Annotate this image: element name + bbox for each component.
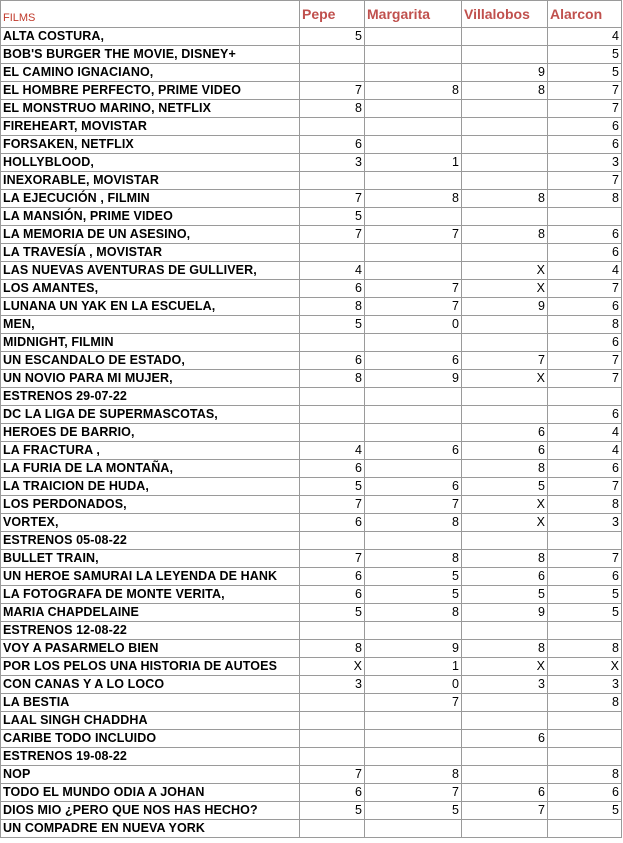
table-row: [1, 712, 622, 730]
score-cell[interactable]: 8: [462, 550, 548, 568]
score-cell[interactable]: 3: [300, 676, 365, 694]
score-cell[interactable]: 5: [300, 478, 365, 496]
score-cell[interactable]: 8: [365, 82, 462, 100]
score-cell[interactable]: 6: [462, 442, 548, 460]
score-cell[interactable]: 6: [462, 424, 548, 442]
score-cell[interactable]: [548, 388, 622, 406]
score-cell[interactable]: [462, 154, 548, 172]
table-row: [1, 568, 622, 586]
score-cell[interactable]: [300, 64, 365, 82]
score-cell[interactable]: 5: [462, 478, 548, 496]
score-cell[interactable]: 6: [548, 568, 622, 586]
score-cell[interactable]: 8: [548, 316, 622, 334]
score-cell[interactable]: 5: [300, 604, 365, 622]
score-cell[interactable]: 6: [548, 334, 622, 352]
score-cell[interactable]: 5: [365, 802, 462, 820]
table-row: [1, 388, 622, 406]
film-title-cell[interactable]: ESTRENOS 12-08-22: [1, 622, 300, 640]
table-row: [1, 208, 622, 226]
score-cell[interactable]: 6: [548, 226, 622, 244]
score-cell[interactable]: [365, 820, 462, 838]
film-title-cell[interactable]: LA FURIA DE LA MONTAÑA,: [1, 460, 300, 478]
score-cell[interactable]: [365, 334, 462, 352]
score-cell[interactable]: 6: [462, 730, 548, 748]
score-cell[interactable]: [462, 136, 548, 154]
score-cell[interactable]: 9: [462, 64, 548, 82]
score-cell[interactable]: [365, 64, 462, 82]
score-cell[interactable]: [462, 748, 548, 766]
film-title-cell[interactable]: TODO EL MUNDO ODIA A JOHAN: [1, 784, 300, 802]
score-cell[interactable]: [300, 424, 365, 442]
table-row: [1, 262, 622, 280]
score-cell[interactable]: 8: [548, 190, 622, 208]
score-cell[interactable]: 6: [462, 784, 548, 802]
score-cell[interactable]: 6: [548, 244, 622, 262]
score-cell[interactable]: 1: [365, 154, 462, 172]
table-row: [1, 406, 622, 424]
table-row: [1, 190, 622, 208]
score-cell[interactable]: 8: [462, 640, 548, 658]
table-row: [1, 640, 622, 658]
score-cell[interactable]: [300, 730, 365, 748]
table-row: [1, 820, 622, 838]
score-cell[interactable]: 6: [300, 352, 365, 370]
film-title-cell[interactable]: LA TRAICION DE HUDA,: [1, 478, 300, 496]
score-cell[interactable]: 5: [548, 802, 622, 820]
score-cell[interactable]: 9: [365, 370, 462, 388]
table-row: [1, 118, 622, 136]
score-cell[interactable]: 8: [365, 190, 462, 208]
table-row: [1, 460, 622, 478]
score-cell[interactable]: [462, 46, 548, 64]
table-row: [1, 748, 622, 766]
score-cell[interactable]: 8: [300, 370, 365, 388]
score-cell[interactable]: [300, 748, 365, 766]
score-cell[interactable]: 8: [548, 640, 622, 658]
score-cell[interactable]: [300, 388, 365, 406]
score-cell[interactable]: [300, 118, 365, 136]
score-cell[interactable]: [462, 118, 548, 136]
film-title-cell[interactable]: LA FOTOGRAFA DE MONTE VERITA,: [1, 586, 300, 604]
score-cell[interactable]: 6: [548, 136, 622, 154]
film-title-cell[interactable]: INEXORABLE, MOVISTAR: [1, 172, 300, 190]
film-title-cell[interactable]: EL MONSTRUO MARINO, NETFLIX: [1, 100, 300, 118]
table-row: [1, 370, 622, 388]
villalobos-column-header[interactable]: Villalobos: [462, 1, 548, 28]
score-cell[interactable]: 3: [300, 154, 365, 172]
score-cell[interactable]: 3: [548, 676, 622, 694]
score-cell[interactable]: [365, 118, 462, 136]
score-cell[interactable]: 6: [300, 460, 365, 478]
score-cell[interactable]: X: [300, 658, 365, 676]
score-cell[interactable]: [300, 406, 365, 424]
table-row: [1, 136, 622, 154]
table-row: [1, 802, 622, 820]
score-cell[interactable]: 6: [548, 460, 622, 478]
film-title-cell[interactable]: FIREHEART, MOVISTAR: [1, 118, 300, 136]
score-cell[interactable]: [548, 208, 622, 226]
table-row: [1, 46, 622, 64]
score-cell[interactable]: 8: [300, 100, 365, 118]
score-cell[interactable]: [462, 712, 548, 730]
film-title-cell[interactable]: LA TRAVESÍA , MOVISTAR: [1, 244, 300, 262]
score-cell[interactable]: 7: [548, 82, 622, 100]
score-cell[interactable]: 8: [462, 226, 548, 244]
score-cell[interactable]: 7: [300, 226, 365, 244]
score-cell[interactable]: [462, 334, 548, 352]
film-title-cell[interactable]: LA BESTIA: [1, 694, 300, 712]
score-cell[interactable]: [548, 730, 622, 748]
score-cell[interactable]: 4: [548, 442, 622, 460]
score-cell[interactable]: 7: [365, 280, 462, 298]
film-title-cell[interactable]: ESTRENOS 19-08-22: [1, 748, 300, 766]
film-title-cell[interactable]: LA EJECUCIÓN , FILMIN: [1, 190, 300, 208]
score-cell[interactable]: 4: [548, 28, 622, 46]
score-cell[interactable]: [300, 820, 365, 838]
score-cell[interactable]: 3: [548, 514, 622, 532]
score-cell[interactable]: 4: [300, 442, 365, 460]
score-cell[interactable]: [548, 622, 622, 640]
score-cell[interactable]: 6: [548, 784, 622, 802]
score-cell[interactable]: [462, 622, 548, 640]
film-title-cell[interactable]: FORSAKEN, NETFLIX: [1, 136, 300, 154]
score-cell[interactable]: 8: [300, 298, 365, 316]
score-cell[interactable]: [462, 100, 548, 118]
score-cell[interactable]: [462, 766, 548, 784]
film-title-cell[interactable]: DC LA LIGA DE SUPERMASCOTAS,: [1, 406, 300, 424]
score-cell[interactable]: [300, 334, 365, 352]
score-cell[interactable]: 6: [300, 568, 365, 586]
table-row: [1, 514, 622, 532]
film-title-cell[interactable]: ALTA COSTURA,: [1, 28, 300, 46]
table-row: [1, 172, 622, 190]
score-cell[interactable]: X: [462, 370, 548, 388]
table-row: [1, 622, 622, 640]
films-column-header[interactable]: FILMS: [1, 1, 300, 28]
score-cell[interactable]: X: [462, 496, 548, 514]
table-row: [1, 730, 622, 748]
score-cell[interactable]: 6: [548, 118, 622, 136]
score-cell[interactable]: 5: [462, 586, 548, 604]
film-title-cell[interactable]: LAS NUEVAS AVENTURAS DE GULLIVER,: [1, 262, 300, 280]
score-cell[interactable]: [365, 46, 462, 64]
score-cell[interactable]: 7: [300, 550, 365, 568]
score-cell[interactable]: [365, 244, 462, 262]
film-title-cell[interactable]: MARIA CHAPDELAINE: [1, 604, 300, 622]
table-row: [1, 586, 622, 604]
score-cell[interactable]: [300, 172, 365, 190]
score-cell[interactable]: 5: [365, 586, 462, 604]
score-cell[interactable]: 8: [548, 694, 622, 712]
film-title-cell[interactable]: VOY A PASARMELO BIEN: [1, 640, 300, 658]
table-row: [1, 28, 622, 46]
score-cell[interactable]: 6: [548, 298, 622, 316]
score-cell[interactable]: 6: [548, 406, 622, 424]
score-cell[interactable]: X: [462, 280, 548, 298]
score-cell[interactable]: [462, 388, 548, 406]
score-cell[interactable]: [365, 748, 462, 766]
film-title-cell[interactable]: ESTRENOS 29-07-22: [1, 388, 300, 406]
score-cell[interactable]: [548, 532, 622, 550]
score-cell[interactable]: [548, 748, 622, 766]
film-title-cell[interactable]: LOS PERDONADOS,: [1, 496, 300, 514]
film-title-cell[interactable]: DIOS MIO ¿PERO QUE NOS HAS HECHO?: [1, 802, 300, 820]
score-cell[interactable]: 6: [300, 136, 365, 154]
score-cell[interactable]: 5: [300, 316, 365, 334]
score-cell[interactable]: 6: [365, 352, 462, 370]
film-title-cell[interactable]: BULLET TRAIN,: [1, 550, 300, 568]
table-row: [1, 784, 622, 802]
score-cell[interactable]: [462, 316, 548, 334]
table-row: [1, 766, 622, 784]
score-cell[interactable]: 6: [462, 568, 548, 586]
score-cell[interactable]: 5: [300, 802, 365, 820]
table-row: [1, 100, 622, 118]
film-title-cell[interactable]: MIDNIGHT, FILMIN: [1, 334, 300, 352]
score-cell[interactable]: [365, 262, 462, 280]
score-cell[interactable]: 4: [300, 262, 365, 280]
score-cell[interactable]: [365, 172, 462, 190]
score-cell[interactable]: 5: [548, 604, 622, 622]
score-cell[interactable]: X: [462, 514, 548, 532]
score-cell[interactable]: 6: [300, 280, 365, 298]
score-cell[interactable]: 8: [365, 514, 462, 532]
score-cell[interactable]: 7: [365, 226, 462, 244]
score-cell[interactable]: [365, 28, 462, 46]
score-cell[interactable]: 7: [548, 172, 622, 190]
film-title-cell[interactable]: LAAL SINGH CHADDHA: [1, 712, 300, 730]
score-cell[interactable]: [462, 694, 548, 712]
film-title-cell[interactable]: UN ESCANDALO DE ESTADO,: [1, 352, 300, 370]
film-title-cell[interactable]: HEROES DE BARRIO,: [1, 424, 300, 442]
margarita-column-header[interactable]: Margarita: [365, 1, 462, 28]
table-row: [1, 64, 622, 82]
score-cell[interactable]: [300, 532, 365, 550]
score-cell[interactable]: [462, 28, 548, 46]
film-title-cell[interactable]: LUNANA UN YAK EN LA ESCUELA,: [1, 298, 300, 316]
score-cell[interactable]: 0: [365, 316, 462, 334]
score-cell[interactable]: 8: [300, 640, 365, 658]
film-title-cell[interactable]: POR LOS PELOS UNA HISTORIA DE AUTOES: [1, 658, 300, 676]
score-cell[interactable]: 7: [548, 280, 622, 298]
score-cell[interactable]: 5: [548, 64, 622, 82]
score-cell[interactable]: 9: [462, 604, 548, 622]
table-row: [1, 496, 622, 514]
table-row: [1, 334, 622, 352]
score-cell[interactable]: 5: [365, 568, 462, 586]
film-title-cell[interactable]: UN COMPADRE EN NUEVA YORK: [1, 820, 300, 838]
score-cell[interactable]: [462, 244, 548, 262]
score-cell[interactable]: [300, 46, 365, 64]
table-row: [1, 352, 622, 370]
score-cell[interactable]: [365, 532, 462, 550]
table-row: [1, 478, 622, 496]
score-cell[interactable]: 7: [548, 478, 622, 496]
score-cell[interactable]: [462, 172, 548, 190]
table-row: [1, 424, 622, 442]
score-cell[interactable]: 8: [365, 550, 462, 568]
film-title-cell[interactable]: VORTEX,: [1, 514, 300, 532]
score-cell[interactable]: 8: [548, 496, 622, 514]
table-row: [1, 442, 622, 460]
table-row: [1, 154, 622, 172]
film-title-cell[interactable]: ESTRENOS 05-08-22: [1, 532, 300, 550]
score-cell[interactable]: 6: [300, 514, 365, 532]
score-cell[interactable]: 4: [548, 424, 622, 442]
score-cell[interactable]: 5: [300, 208, 365, 226]
score-cell[interactable]: 5: [548, 586, 622, 604]
table-row: [1, 82, 622, 100]
film-title-cell[interactable]: LA FRACTURA ,: [1, 442, 300, 460]
score-cell[interactable]: [365, 424, 462, 442]
pepe-column-header[interactable]: Pepe: [300, 1, 365, 28]
film-title-cell[interactable]: LOS AMANTES,: [1, 280, 300, 298]
score-cell[interactable]: [365, 712, 462, 730]
score-cell[interactable]: 8: [365, 766, 462, 784]
score-cell[interactable]: [300, 694, 365, 712]
film-title-cell[interactable]: CARIBE TODO INCLUIDO: [1, 730, 300, 748]
score-cell[interactable]: [462, 406, 548, 424]
score-cell[interactable]: 7: [548, 352, 622, 370]
score-cell[interactable]: [365, 460, 462, 478]
score-cell[interactable]: 3: [462, 676, 548, 694]
score-cell[interactable]: 7: [365, 784, 462, 802]
score-cell[interactable]: 7: [365, 694, 462, 712]
score-cell[interactable]: 6: [300, 586, 365, 604]
film-title-cell[interactable]: EL HOMBRE PERFECTO, PRIME VIDEO: [1, 82, 300, 100]
score-cell[interactable]: [462, 532, 548, 550]
score-cell[interactable]: [548, 820, 622, 838]
score-cell[interactable]: [365, 388, 462, 406]
score-cell[interactable]: [462, 208, 548, 226]
header-row: [1, 1, 622, 28]
score-cell[interactable]: 8: [462, 190, 548, 208]
film-title-cell[interactable]: MEN,: [1, 316, 300, 334]
film-title-cell[interactable]: UN HEROE SAMURAI LA LEYENDA DE HANK: [1, 568, 300, 586]
score-cell[interactable]: X: [548, 658, 622, 676]
table-row: [1, 604, 622, 622]
score-cell[interactable]: 1: [365, 658, 462, 676]
score-cell[interactable]: [365, 100, 462, 118]
score-cell[interactable]: 7: [365, 496, 462, 514]
score-cell[interactable]: 7: [300, 190, 365, 208]
score-cell[interactable]: [462, 820, 548, 838]
score-cell[interactable]: [300, 622, 365, 640]
score-cell[interactable]: 7: [462, 352, 548, 370]
score-cell[interactable]: 5: [300, 28, 365, 46]
score-cell[interactable]: X: [462, 262, 548, 280]
score-cell[interactable]: [365, 208, 462, 226]
score-cell[interactable]: [300, 244, 365, 262]
film-title-cell[interactable]: LA MEMORIA DE UN ASESINO,: [1, 226, 300, 244]
score-cell[interactable]: [300, 712, 365, 730]
score-cell[interactable]: [365, 136, 462, 154]
table-row: [1, 244, 622, 262]
score-cell[interactable]: 9: [365, 640, 462, 658]
score-cell[interactable]: 8: [365, 604, 462, 622]
score-cell[interactable]: 7: [548, 100, 622, 118]
table-row: [1, 316, 622, 334]
score-cell[interactable]: 5: [548, 46, 622, 64]
score-cell[interactable]: 0: [365, 676, 462, 694]
table-row: [1, 694, 622, 712]
score-cell[interactable]: 6: [365, 478, 462, 496]
score-cell[interactable]: 6: [365, 442, 462, 460]
table-row: [1, 532, 622, 550]
table-row: [1, 550, 622, 568]
film-title-cell[interactable]: UN NOVIO PARA MI MUJER,: [1, 370, 300, 388]
score-cell[interactable]: 7: [300, 766, 365, 784]
score-cell[interactable]: 9: [462, 298, 548, 316]
score-cell[interactable]: 7: [548, 370, 622, 388]
score-cell[interactable]: 8: [462, 460, 548, 478]
score-cell[interactable]: 7: [548, 550, 622, 568]
film-title-cell[interactable]: HOLLYBLOOD,: [1, 154, 300, 172]
film-title-cell[interactable]: EL CAMINO IGNACIANO,: [1, 64, 300, 82]
score-cell[interactable]: 7: [300, 82, 365, 100]
table-row: [1, 226, 622, 244]
table-row: [1, 658, 622, 676]
score-cell[interactable]: [365, 406, 462, 424]
score-cell[interactable]: 3: [548, 154, 622, 172]
alarcon-column-header[interactable]: Alarcon: [548, 1, 622, 28]
score-cell[interactable]: 4: [548, 262, 622, 280]
score-cell[interactable]: 6: [300, 784, 365, 802]
score-cell[interactable]: [548, 712, 622, 730]
score-cell[interactable]: X: [462, 658, 548, 676]
score-cell[interactable]: 7: [365, 298, 462, 316]
score-cell[interactable]: [365, 730, 462, 748]
film-title-cell[interactable]: NOP: [1, 766, 300, 784]
film-title-cell[interactable]: CON CANAS Y A LO LOCO: [1, 676, 300, 694]
score-cell[interactable]: 8: [462, 82, 548, 100]
film-title-cell[interactable]: BOB'S BURGER THE MOVIE, DISNEY+: [1, 46, 300, 64]
score-cell[interactable]: 7: [300, 496, 365, 514]
score-cell[interactable]: [365, 622, 462, 640]
ratings-rows: [1, 28, 622, 838]
film-title-cell[interactable]: LA MANSIÓN, PRIME VIDEO: [1, 208, 300, 226]
score-cell[interactable]: 8: [548, 766, 622, 784]
score-cell[interactable]: 7: [462, 802, 548, 820]
table-row: [1, 676, 622, 694]
table-row: [1, 298, 622, 316]
table-row: [1, 280, 622, 298]
